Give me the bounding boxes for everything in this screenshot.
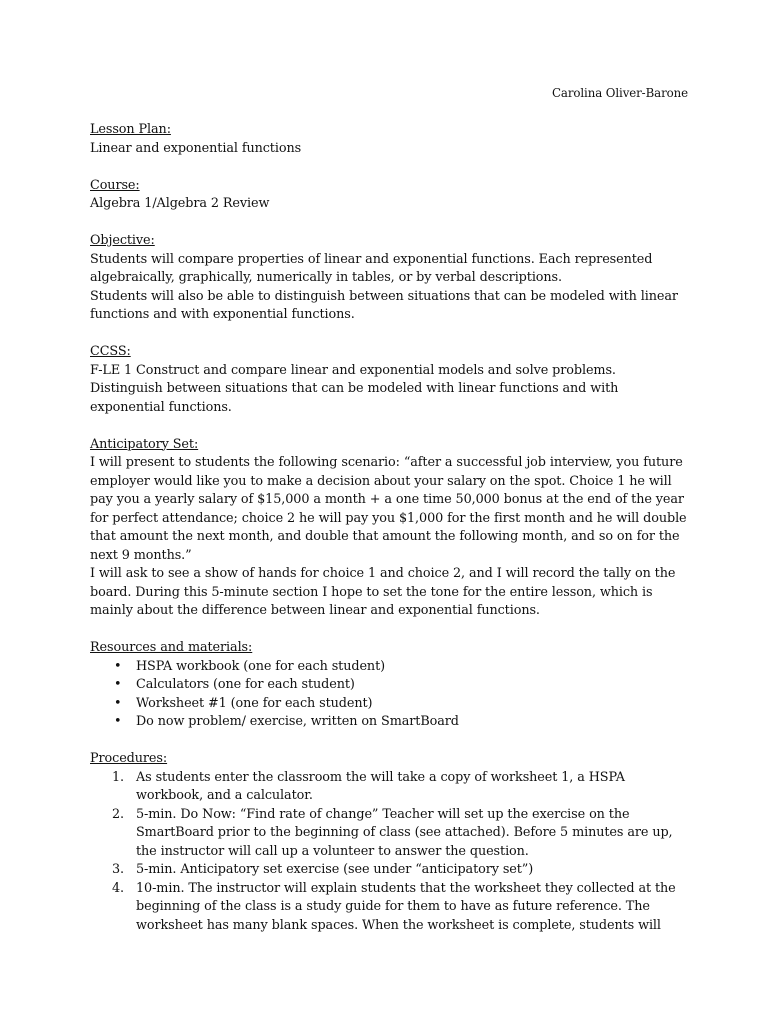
step-text: As students enter the classroom the will take a copy of worksheet 1, a HSPA workbook, and a calculator. [136, 769, 625, 803]
procedure-step [112, 880, 690, 936]
author-name: Carolina Oliver-Barone [551, 86, 688, 100]
course-section [90, 177, 690, 214]
resources-heading: Resources and materials: [90, 640, 253, 655]
anticipatory-set-paragraph: I will ask to see a show of hands for choice 1 and choice 2, and I will record the tally on the board. During this 5-minute section I hope to set the tone for the entire lesson, which is mainly about the difference between linear and exponential functions. [90, 566, 676, 618]
procedures-list [90, 769, 690, 936]
lesson-plan-text: Linear and exponential functions [90, 140, 302, 156]
resource-item: • Do now problem/ exercise, written on SmartBoard [136, 713, 690, 732]
ccss-paragraph: F-LE 1 Construct and compare linear and exponential models and solve problems. Distinguish between situations that can be modeled with linear functions and with exponential functions. [90, 362, 619, 415]
anticipatory-set-section [90, 436, 690, 621]
step-number: 3. [112, 862, 125, 877]
resources-list [90, 658, 690, 732]
lesson-plan-heading: Lesson Plan: [90, 122, 171, 137]
ccss-heading: CCSS: [90, 344, 131, 359]
objective-heading: Objective: [90, 233, 155, 248]
resource-item: • HSPA workbook (one for each student) [136, 658, 690, 677]
procedure-step [112, 769, 690, 806]
resource-item: • Worksheet #1 (one for each student) [136, 695, 690, 714]
objective-paragraph: Students will also be able to distinguish between situations that can be modeled with linear functions and with exponential functions. [90, 288, 678, 322]
document-page [90, 84, 690, 954]
step-text: 10-min. The instructor will explain students that the worksheet they collected at the beginning of the class is a study guide for them to have as future reference. The worksheet has many blank spaces. When the worksheet is complete, students will [136, 880, 676, 933]
ccss-section [90, 343, 690, 417]
step-text: 5-min. Do Now: “Find rate of change” Teacher will set up the exercise on the SmartBoard prior to the beginning of class (see attached). Before 5 minutes are up, the instructor will call up a volunteer to answer the question. [136, 806, 673, 859]
resource-item: • Calculators (one for each student) [136, 676, 690, 695]
step-number: 4. [112, 880, 125, 896]
course-heading: Course: [90, 177, 140, 193]
anticipatory-set-heading: Anticipatory Set: [90, 436, 199, 452]
step-text: 5-min. Anticipatory set exercise (see under “anticipatory set”) [136, 862, 534, 877]
procedure-step [112, 806, 690, 862]
procedures-heading: Procedures: [90, 751, 168, 766]
procedures-section [90, 750, 690, 935]
step-number: 2. [112, 806, 125, 822]
lesson-plan-section [90, 121, 690, 158]
objective-paragraph: Students will compare properties of linear and exponential functions. Each represented algebraically, graphically, numerically in tables, or by verbal descriptions. [90, 251, 653, 285]
objective-section [90, 232, 690, 325]
resources-section [90, 639, 690, 732]
anticipatory-set-paragraph: I will present to students the following scenario: “after a successful job interview, you future employer would like you to make a decision about your salary on the spot. Choice 1 he will pay you a yearly salary of $15,000 a month + a one time 50,000 bonus at the end of the year for perfect attendance; choice 2 he will pay you $1,000 for the first month and he will double that amount the next month, and double that amount the following month, and so on for the next 9 months.” [90, 455, 687, 563]
course-text: Algebra 1/Algebra 2 Review [90, 196, 270, 211]
procedure-step [112, 861, 690, 880]
step-number: 1. [112, 769, 125, 785]
